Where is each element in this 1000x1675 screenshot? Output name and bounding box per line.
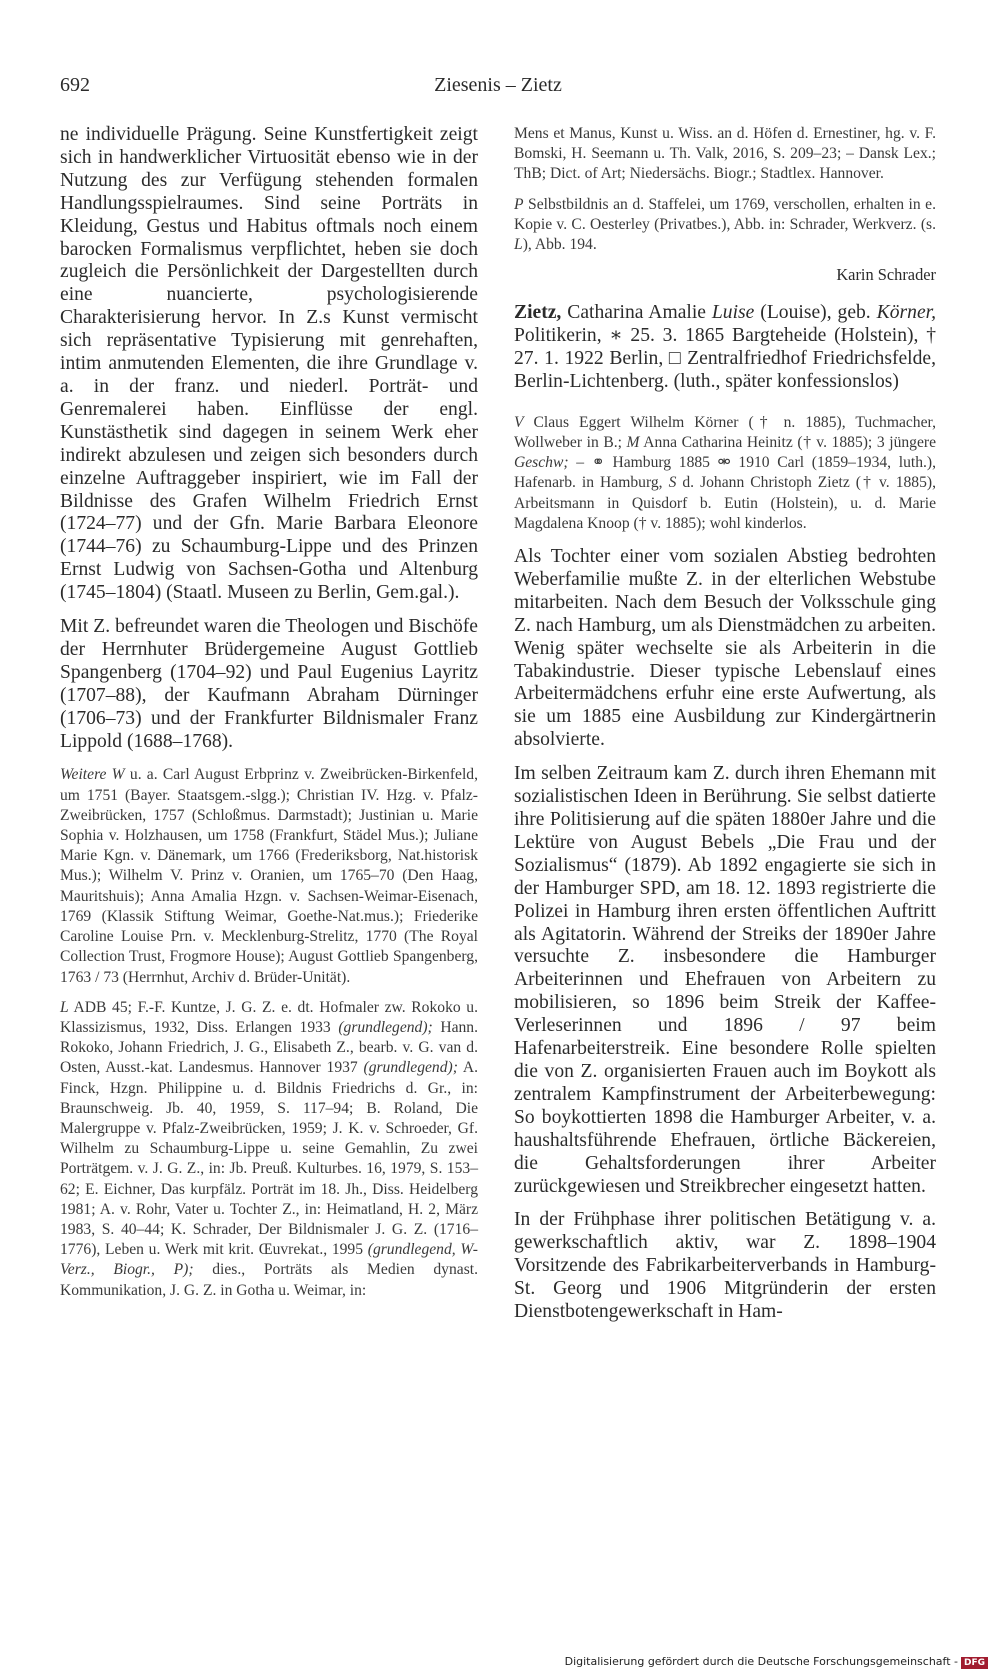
entry-heading: Zietz, Catharina Amalie Luise (Louise), geb. Körner, Politikerin, ∗ 25. 3. 1865 Bargteheide (Holstein), † 27. 1. 1922 Berlin, □ Zentralfriedhof Friedrichsfelde, Berlin-Lichtenberg. (luth., später konfessionslos)	[514, 302, 936, 393]
body-paragraph: Im selben Zeitraum kam Z. durch ihren Ehemann mit sozialistischen Ideen in Berührung. Sie selbst datierte ihre Politisierung auf die späten 1880er Jahre und die Lektüre von August Bebels „Die Frau und der Sozialismus“ (1879). Ab 1892 engagierte sie sich in der Hamburger SPD, am 18. 12. 1893 registrierte die Polizei in Hamburg ihren ersten öffentlichen Auftritt als Agitatorin. Während der Streiks der 1890er Jahre versuchte Z. insbesondere die Hamburger Arbeiterinnen und Ehefrauen von Arbeitern zu mobilisieren, so 1896 beim Streik der Kaffee-Verleserinnen und 1896 / 97 beim Hafenarbeiterstreik. Eine besondere Rolle spielten die von Z. organisierten Frauen auch im Boykott als zentralem Kampfinstrument der Arbeiterbewegung: So boykottierten 1898 die Hamburger Arbeiter, v. a. haushaltsführende Ehefrauen, örtliche Bäckereien, die Gehaltsforderungen ihrer Arbeiter zurückgewiesen und Streikbrecher eingesetzt hatten.	[514, 763, 936, 1197]
family-info: V Claus Eggert Wilhelm Körner († n. 1885), Tuchmacher, Wollweber in B.; M Anna Catharina Heinitz († v. 1885); 3 jüngere Geschw; – ⚭ Hamburg 1885 ⚮ 1910 Carl (1859–1934, luth.), Hafenarb. in Hamburg, S d. Johann Christoph Zietz († v. 1885), Arbeitsmann in Quisdorf b. Eutin (Holstein), u. d. Marie Magdalena Knoop († v. 1885); wohl kinderlos.	[514, 413, 936, 532]
dfg-logo: DFG	[961, 1657, 988, 1669]
works-label: Weitere W	[60, 766, 125, 784]
digitization-footer	[565, 1655, 988, 1669]
literature-label: L	[60, 998, 69, 1016]
left-column	[60, 124, 478, 1301]
works-list: Weitere W u. a. Carl August Erbprinz v. Zweibrücken-Birkenfeld, um 1751 (Bayer. Staatsgem.-slgg.); Christian IV. Hzg. v. Pfalz-Zweibrücken, 1757 (Schloßmus. Darmstadt); Justinian u. Marie Sophia v. Holzhausen, um 1758 (Frankfurt, Städel Mus.); Juliane Marie Kgn. v. Dänemark, um 1766 (Frederiksborg, Nat.historisk Mus.); Wilhelm V. Prinz v. Oranien, um 1765–70 (Den Haag, Mauritshuis); Anna Amalia Hzgn. v. Sachsen-Weimar-Eisenach, 1769 (Klassik Stiftung Weimar, Goethe-Nat.mus.); Friederike Caroline Louise Prn. v. Mecklenburg-Strelitz, 1770 (The Royal Collection Trust, Frogmore House); August Gottlieb Spangenberg, 1763 / 73 (Herrnhut, Archiv d. Brüder-Unität).	[60, 766, 478, 986]
running-head: Ziesenis – Zietz	[434, 74, 562, 96]
entry-name: Zietz,	[514, 302, 562, 324]
body-paragraph: In der Frühphase ihrer politischen Betätigung v. a. gewerkschaftlich aktiv, war Z. 1898–1904 Vorsitzende des Fabrikarbeiterverbands in Hamburg-St. Georg und 1906 Mitgründerin der ersten Dienstbotengewerkschaft in Ham-	[514, 1209, 936, 1323]
body-paragraph: ne individuelle Prägung. Seine Kunstfertigkeit zeigt sich in handwerklicher Virtuosität ebenso wie in der Nutzung des zur Verfügung stehenden formalen Handlungsspielraumes. Sind seine Porträts in Kleidung, Gestus und Habitus oftmals noch einem barocken Formalismus verpflichtet, heben sie doch zugleich die Persönlichkeit der Dargestellten durch eine nuancierte, psychologisierende Charakterisierung hervor. In Z.s Kunst vermischt sich repräsentative Typisierung mit genrehaften, intim anmutenden Elementen, die ihre Grundlage v. a. in der franz. und niederl. Porträt- und Genremalerei haben. Einflüsse der engl. Kunstästhetik sind dagegen in seinem Werk eher indirekt abzulesen und zeigen sich besonders durch einzelne Auftraggeber inspiriert, wie im Fall der Bildnisse des Grafen Wilhelm Friedrich Ernst (1724–77) und der Gfn. Marie Barbara Eleonore (1744–76) zu Schaumburg-Lippe und des Prinzen Ernst Ludwig von Sachsen-Gotha und Altenburg (1745–1804) (Staatl. Museen zu Berlin, Gem.gal.).	[60, 124, 478, 604]
portrait-note: P Selbstbildnis an d. Staffelei, um 1769, verschollen, erhalten in e. Kopie v. C. Oesterley (Privatbes.), Abb. in: Schrader, Werkverz. (s. L), Abb. 194.	[514, 195, 936, 254]
author-signature: Karin Schrader	[836, 265, 936, 285]
footer-text: Digitalisierung gefördert durch die Deutsche Forschungsgemeinschaft -	[564, 1655, 958, 1668]
body-paragraph: Mit Z. befreundet waren die Theologen und Bischöfe der Herrnhuter Brüdergemeine August Gottlieb Spangenberg (1704–92) und Paul Eugenius Layritz (1707–88), der Kaufmann Abraham Dürninger (1706–73) und der Frankfurter Bildnismaler Franz Lippold (1688–1768).	[60, 616, 478, 752]
page-header	[60, 74, 936, 102]
literature-list: L ADB 45; F.-F. Kuntze, J. G. Z. e. dt. Hofmaler zw. Rokoko u. Klassizismus, 1932, Diss. Erlangen 1933 (grundlegend); Hann. Rokoko, Johann Friedrich, J. G., Elisabeth Z., bearb. v. G. van d. Osten, Ausst.-kat. Landesmus. Hannover 1937 (grundlegend); A. Finck, Hzgn. Philippine u. d. Bildnis Friedrichs d. Gr., in: Braunschweig. Jb. 40, 1959, S. 117–94; B. Roland, Die Malergruppe v. Pfalz-Zweibrücken, 1959; J. K. v. Schroeder, Gf. Wilhelm zu Schaumburg-Lippe u. seine Gemahlin, Zu zwei Porträtgem. v. J. G. Z., in: Jb. Preuß. Kulturbes. 16, 1979, S. 153–62; E. Eichner, Das kurpfälz. Porträt im 18. Jh., Diss. Heidelberg 1981; A. v. Rohr, Vater u. Tochter Z., in: Heimatland, H. 2, März 1983, S. 40–44; K. Schrader, Der Bildnismaler J. G. Z. (1716–1776), Leben u. Werk mit krit. Œuvrekat., 1995 (grundlegend, W-Verz., Biogr., P); dies., Porträts als Medien dynast. Kommunikation, J. G. Z. in Gotha u. Weimar, in:	[60, 998, 478, 1299]
body-paragraph: Als Tochter einer vom sozialen Abstieg bedrohten Weberfamilie mußte Z. in der elterlichen Webstube mitarbeiten. Nach dem Besuch der Volksschule ging Z. nach Hamburg, um als Dienstmädchen zu arbeiten. Wenig später wechselte sie als Arbeiterin in die Tabakindustrie. Dieser typische Lebenslauf eines Arbeitermädchens erfuhr eine erste Aufwertung, als sie um 1885 eine Ausbildung zur Kindergärtnerin absolvierte.	[514, 546, 936, 751]
right-column	[514, 124, 936, 1324]
page-number: 692	[60, 74, 90, 96]
literature-continued: Mens et Manus, Kunst u. Wiss. an d. Höfen d. Ernestiner, hg. v. F. Bomski, H. Seemann u. Th. Valk, 2016, S. 209–23; – Dansk Lex.; ThB; Dict. of Art; Niedersächs. Biogr.; Stadtlex. Hannover.	[514, 125, 936, 183]
portrait-label: P	[514, 195, 524, 213]
